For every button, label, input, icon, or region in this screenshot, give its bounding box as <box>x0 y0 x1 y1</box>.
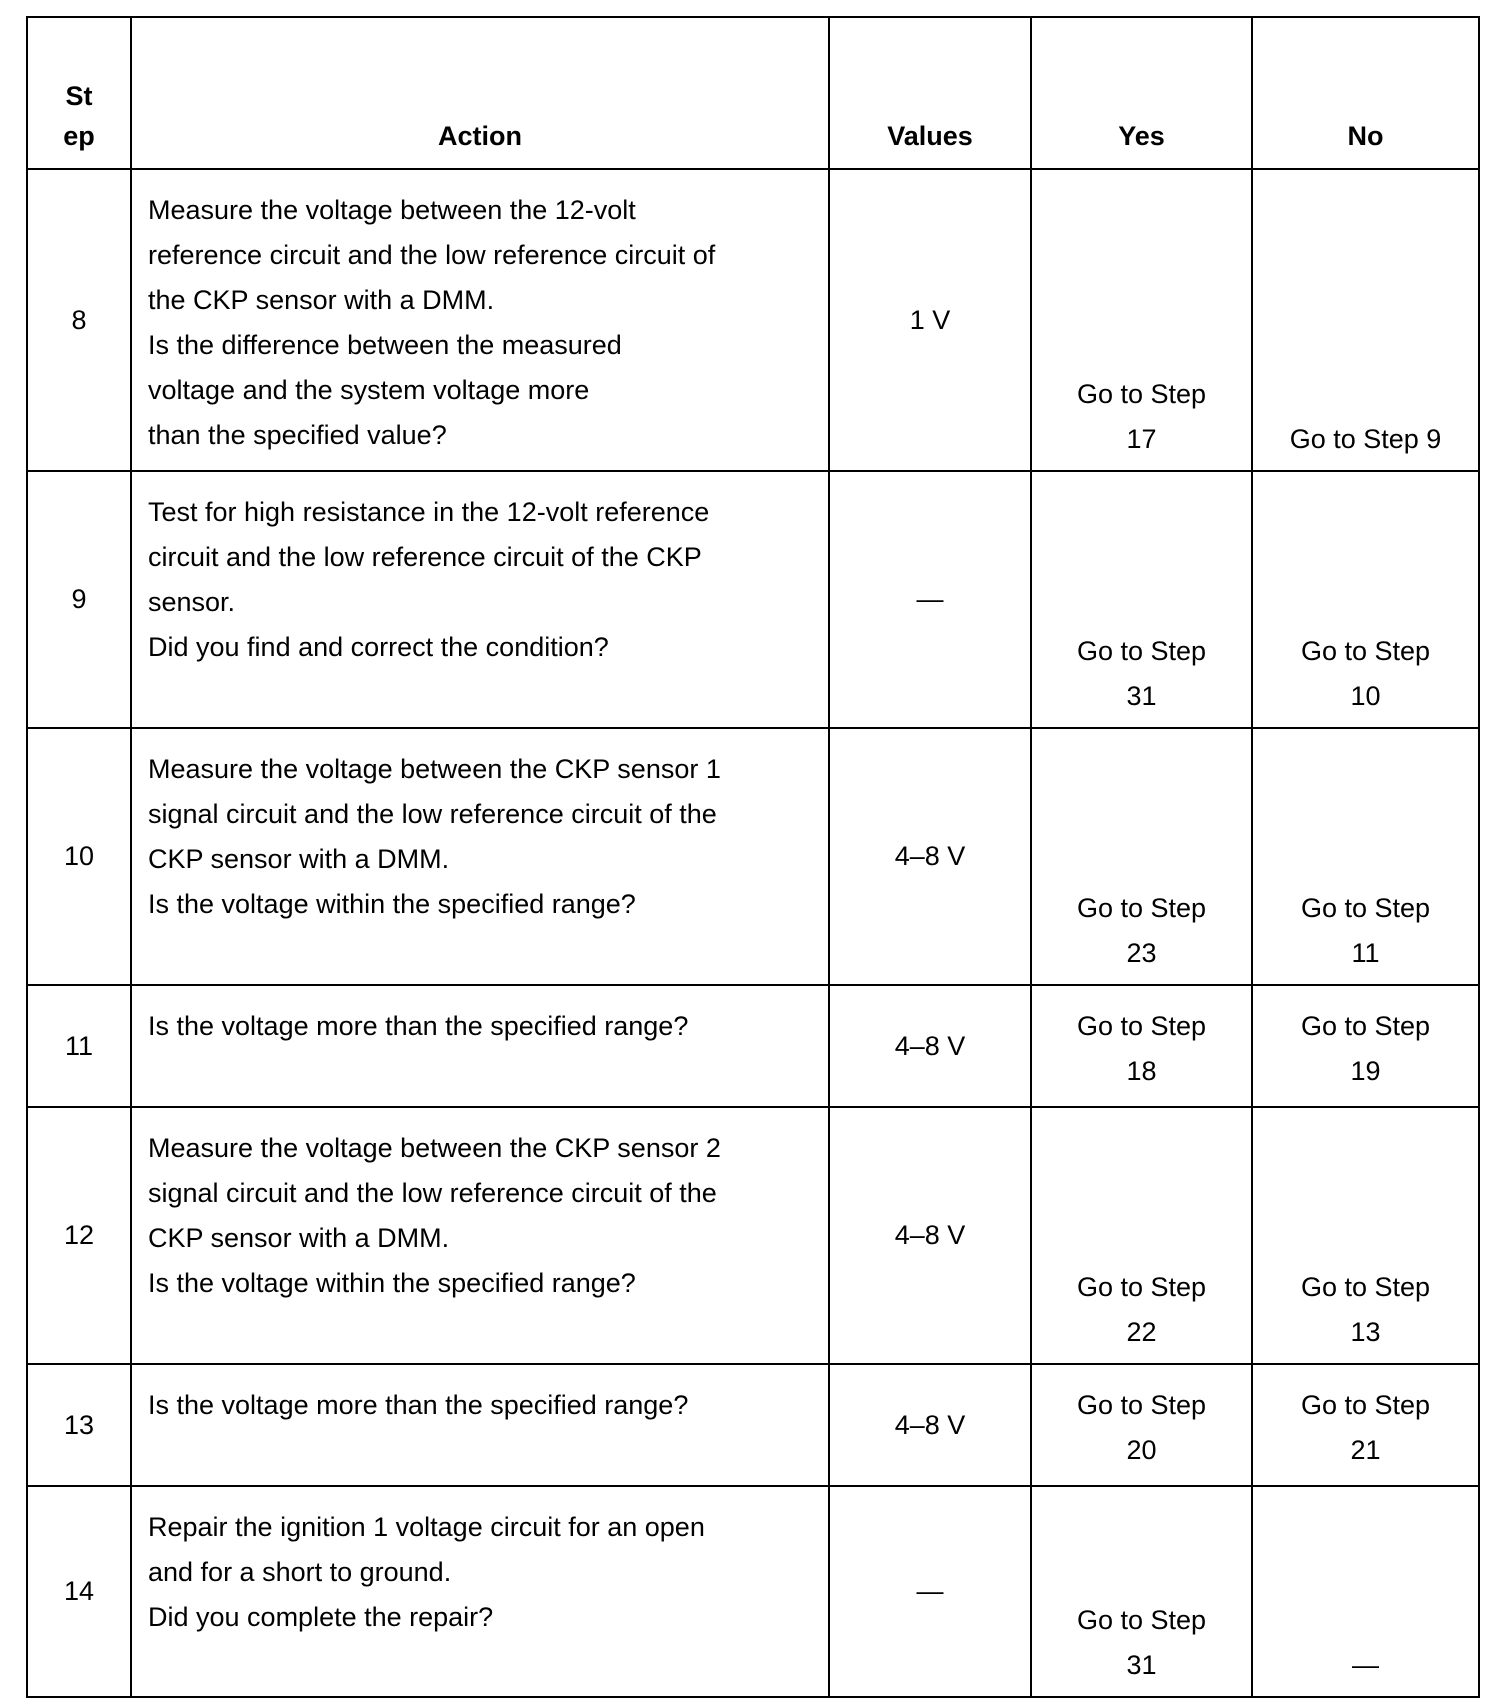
action-cell <box>131 728 829 985</box>
action-line: the CKP sensor with a DMM. <box>148 285 495 315</box>
action-cell <box>131 169 829 471</box>
action-line: sensor. <box>148 587 236 617</box>
step-number: 11 <box>27 985 131 1107</box>
action-line: Repair the ignition 1 voltage circuit for an open <box>148 1512 705 1542</box>
diagnostic-table <box>26 16 1480 1698</box>
yes-line: 23 <box>1126 938 1157 968</box>
yes-cell <box>1031 728 1252 985</box>
action-cell <box>131 1107 829 1364</box>
action-line: reference circuit and the low reference circuit of <box>148 240 716 270</box>
yes-cell <box>1031 169 1252 471</box>
step-number: 13 <box>27 1364 131 1486</box>
yes-cell <box>1031 471 1252 728</box>
action-line: circuit and the low reference circuit of the CKP <box>148 542 702 572</box>
yes-line: 31 <box>1126 681 1157 711</box>
action-line: Did you complete the repair? <box>148 1602 494 1632</box>
table-row <box>27 728 1479 985</box>
value-cell: — <box>829 471 1031 728</box>
no-cell <box>1252 1486 1479 1697</box>
action-line: than the specified value? <box>148 420 447 450</box>
yes-line: 20 <box>1126 1435 1157 1465</box>
step-number: 14 <box>27 1486 131 1697</box>
action-line: Measure the voltage between the CKP sensor 2 <box>148 1133 721 1163</box>
no-column-header: No <box>1252 17 1479 169</box>
action-line: Measure the voltage between the 12-volt <box>148 195 636 225</box>
action-line: Is the voltage within the specified range? <box>148 1268 636 1298</box>
action-line: Did you find and correct the condition? <box>148 632 609 662</box>
action-line: signal circuit and the low reference circuit of the <box>148 1178 717 1208</box>
table-row <box>27 169 1479 471</box>
table-row <box>27 1107 1479 1364</box>
action-cell <box>131 471 829 728</box>
yes-line: Go to Step <box>1076 1011 1207 1041</box>
step-column-header <box>27 17 131 169</box>
yes-cell <box>1031 1364 1252 1486</box>
yes-line: Go to Step <box>1076 893 1207 923</box>
step-number: 10 <box>27 728 131 985</box>
action-line: and for a short to ground. <box>148 1557 452 1587</box>
no-cell <box>1252 471 1479 728</box>
action-cell <box>131 1486 829 1697</box>
no-cell <box>1252 728 1479 985</box>
no-line: Go to Step 9 <box>1289 424 1442 454</box>
action-line: CKP sensor with a DMM. <box>148 1223 450 1253</box>
no-line: Go to Step <box>1300 893 1431 923</box>
table-row <box>27 471 1479 728</box>
table-row <box>27 985 1479 1107</box>
step-number: 8 <box>27 169 131 471</box>
no-line: Go to Step <box>1300 636 1431 666</box>
action-cell <box>131 1364 829 1486</box>
no-line: 21 <box>1350 1435 1381 1465</box>
no-cell <box>1252 169 1479 471</box>
value-cell: 4–8 V <box>829 1107 1031 1364</box>
table-row <box>27 1364 1479 1486</box>
no-cell <box>1252 1364 1479 1486</box>
yes-line: 18 <box>1126 1056 1157 1086</box>
no-line: — <box>1352 1650 1379 1680</box>
yes-cell <box>1031 1486 1252 1697</box>
no-line: 10 <box>1350 681 1381 711</box>
step-number: 9 <box>27 471 131 728</box>
action-line: Is the voltage more than the specified range? <box>148 1390 689 1420</box>
action-line: Is the difference between the measured <box>148 330 622 360</box>
step-header-line1: St <box>65 81 93 111</box>
action-column-header: Action <box>131 17 829 169</box>
action-line: Measure the voltage between the CKP sensor 1 <box>148 754 721 784</box>
yes-line: 31 <box>1126 1650 1157 1680</box>
yes-line: Go to Step <box>1076 379 1207 409</box>
yes-line: Go to Step <box>1076 1272 1207 1302</box>
value-cell: 4–8 V <box>829 985 1031 1107</box>
header-row <box>27 17 1479 169</box>
no-line: 11 <box>1351 938 1380 968</box>
no-line: Go to Step <box>1300 1272 1431 1302</box>
action-line: Is the voltage within the specified range? <box>148 889 636 919</box>
yes-line: Go to Step <box>1076 636 1207 666</box>
action-line: Is the voltage more than the specified range? <box>148 1011 689 1041</box>
step-number: 12 <box>27 1107 131 1364</box>
yes-line: 22 <box>1126 1317 1157 1347</box>
yes-column-header: Yes <box>1031 17 1252 169</box>
no-cell <box>1252 985 1479 1107</box>
value-cell: 4–8 V <box>829 1364 1031 1486</box>
yes-line: Go to Step <box>1076 1605 1207 1635</box>
no-line: 13 <box>1350 1317 1381 1347</box>
no-line: Go to Step <box>1300 1390 1431 1420</box>
action-line: voltage and the system voltage more <box>148 375 590 405</box>
yes-cell <box>1031 985 1252 1107</box>
table-row <box>27 1486 1479 1697</box>
step-header-line2: ep <box>63 121 95 151</box>
action-cell <box>131 985 829 1107</box>
no-line: Go to Step <box>1300 1011 1431 1041</box>
values-column-header: Values <box>829 17 1031 169</box>
value-cell: 4–8 V <box>829 728 1031 985</box>
yes-line: 17 <box>1126 424 1157 454</box>
value-cell: 1 V <box>829 169 1031 471</box>
action-line: CKP sensor with a DMM. <box>148 844 450 874</box>
value-cell: — <box>829 1486 1031 1697</box>
action-line: signal circuit and the low reference circuit of the <box>148 799 717 829</box>
yes-line: Go to Step <box>1076 1390 1207 1420</box>
action-line: Test for high resistance in the 12-volt reference <box>148 497 710 527</box>
no-line: 19 <box>1350 1056 1381 1086</box>
no-cell <box>1252 1107 1479 1364</box>
yes-cell <box>1031 1107 1252 1364</box>
